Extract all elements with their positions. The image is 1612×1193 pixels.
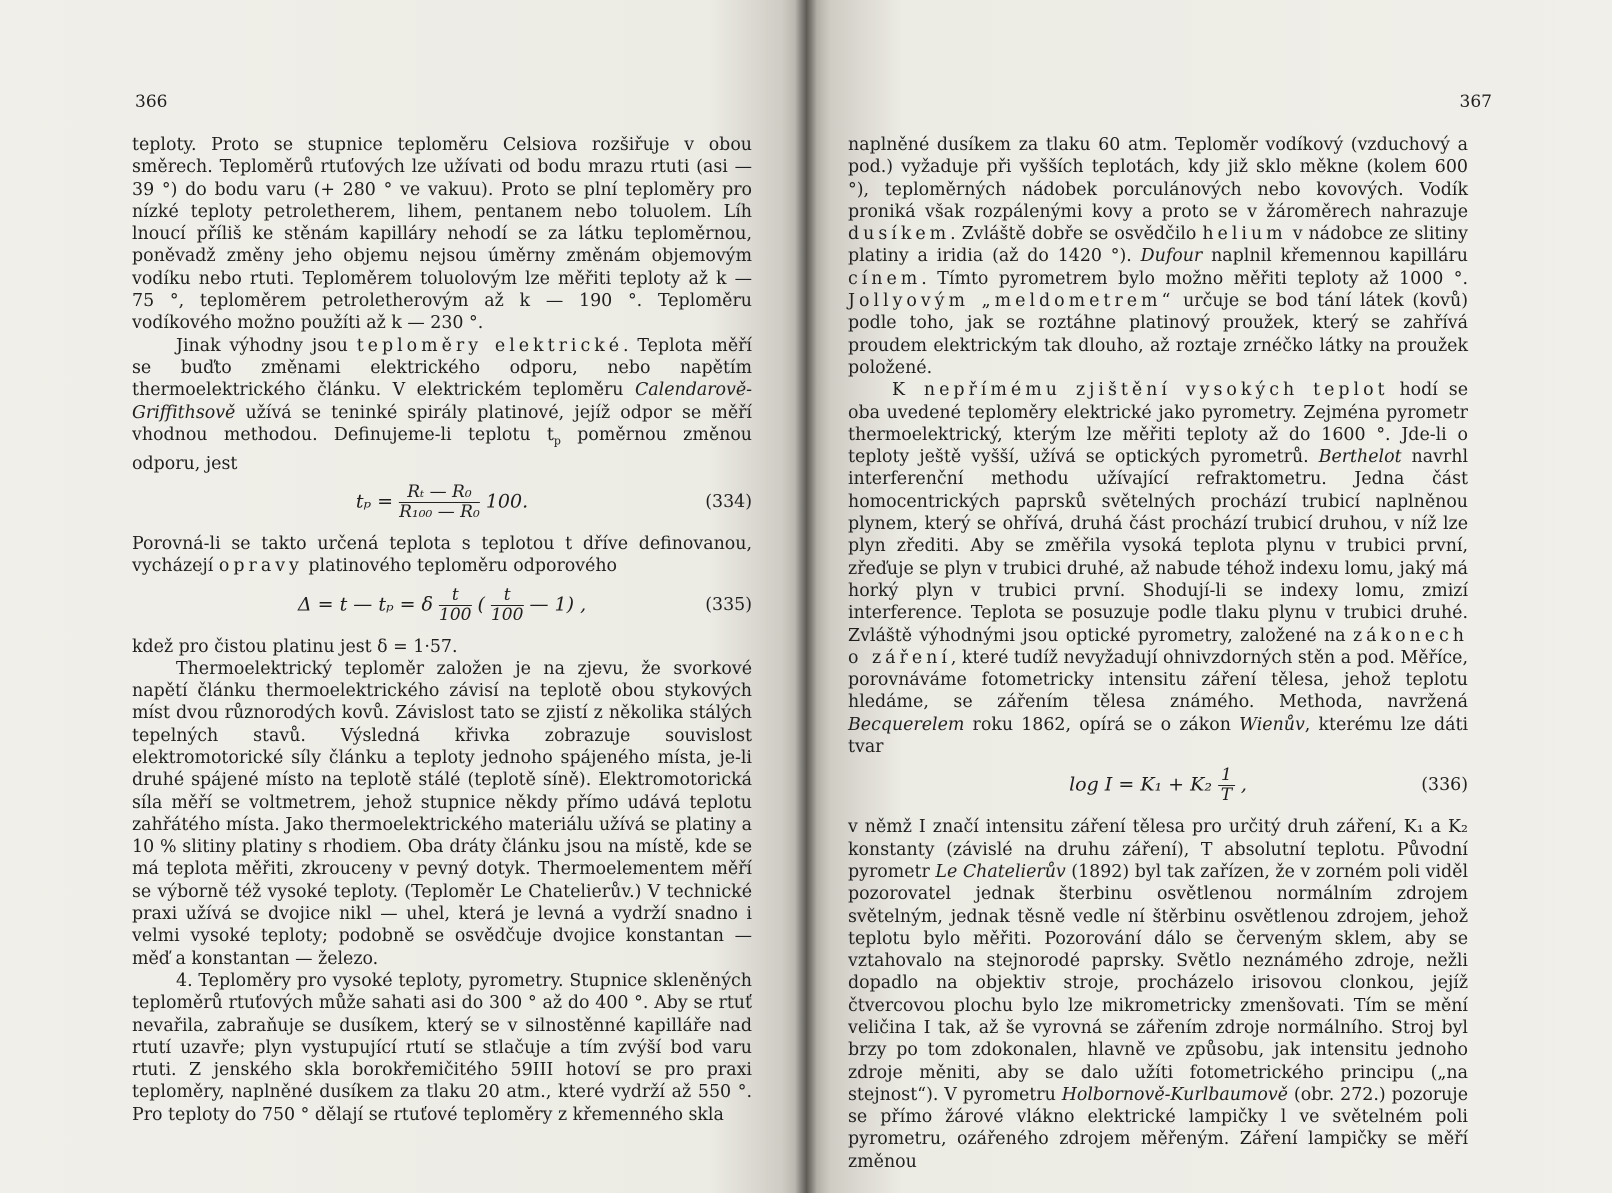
paragraph: v němž I značí intensitu záření tělesa pro určitý druh záření, K₁ a K₂ konstanty (závislé na druhu záření), T absolutní teplotu. Původní pyrometr Le Chatelierův (1892) byl tak zařízen, že v zorném poli viděl pozorovatel jednak šterbinu osvětlenou normálním zdrojem světelným, jednak těsně vedle ní štěrbinu osvětlenou zdrojem, jehož teplotu bylo měřiti. Pozorování dálo se červeným sklem, aby se vztahovalo na stejnorodé paprsky. Světlo neznámého zdroje, nežli dopadlo na objektiv stroje, procházelo irisovou clonkou, jejíž čtvercovou plochu bylo lze mikrometricky zmenšovati. Tím se mění veličina I tak, až še vyrovná se zářením zdroje normálního. Stroj byl brzy po tom zdokonalen, hlavně ve způsobu, jak intensitu jednoho zdroje měniti, aby se dalo užíti fotometrického principu („na stejnost“). V pyrometru Holbornově-Kurlbaumově (obr. 272.) pozoruje se přímo žárové vlákno elektrické lampičky l ve světelném poli pyrometru, ozářeného zdrojem měřeným. Záření lampičky se měří změnou: [848, 817, 1469, 1172]
equation-334: tₚ = $\frac{\text{Rₜ — R₀}}{\text{R₁₀₀ — R₀}}$ 100. (334): [355, 481, 752, 522]
paragraph: K nepřímému zjištění vysokých teplot hodí se oba uvedené teploměry elektrické jako pyrometry. Zejména pyrometr thermoelektrický, kterým lze měřiti teploty až do 1600 °. Jde-li o teploty ještě vyšší, užívá se optických pyrometrů. Berthelot navrhl interferenční methodu užívající refraktometru. Jedna část homocentrických paprsků světelných prochází trubicí naplněnou plynem, který se ohřívá, druhá část prochází trubicí druhou, v níž lze plyn zřediti. Aby se změřila vysoká teplota plynu v trubici první, zřeďuje se plyn v trubici druhé, až nabude téhož indexu lomu, jaký má horký plyn v trubici první. Shodují-li se indexy lomu, zmizí interference. Teplota se posuzuje podle tlaku plynu v trubici druhé. Zvláště výhodnými jsou optické pyrometry, založené na zákonech o záření, které tudíž nevyžadují ohnivzdorných stěn a pod. Měříce, porovnáváme fotometricky intensitu záření tělesa, jehož teplotu hledáme, se zářením tělesa známého. Methoda, navržená Becquerelem roku 1862, opírá se o zákon Wienův, kterému lze dáti tvar: [848, 380, 1469, 758]
paragraph: Porovná-li se takto určená teplota s teplotou t dříve definovanou, vycházejí opravy platinového teploměru odporového: [132, 533, 752, 577]
right-page: [806, 0, 1612, 1193]
equation-number: (335): [705, 594, 752, 615]
left-page-text: [132, 134, 752, 1126]
paragraph: Thermoelektrický teploměr založen je na zjevu, že svorkové napětí článku thermoelektrického závisí na teplotě obou stykových míst dvou různorodých kovů. Závislost tato se zjistí z několika stálých tepelných stavů. Výsledná křivka zobrazuje souvislost elektromotorické síly článku a teploty jednoho spájeného místa, je-li druhé spájené místo na teplotě stálé (teplotě síně). Elektromotorická síla měří se voltmetrem, jehož stupnice někdy přímo udává teplotu zahřátého místa. Jako thermoelektrického materiálu užívá se platiny a 10 % slitiny platiny s rhodiem. Oba dráty článku jsou na místě, kde se má teplota měřiti, zkrouceny v pevný dotyk. Thermoelementem měří se výborně též vysoké teploty. (Teploměr Le Chatelierův.) V technické praxi užívá se dvojice nikl — uhel, která je levná a vydrží snadno i velmi vysoké teploty; podobně se osvědčuje dvojice konstantan — měď a konstantan — železo.: [132, 658, 752, 969]
equation-335: Δ = t — tₚ = δ $\frac{t}{100}$ ( $\frac{t}{100}$ — 1) , (335): [297, 584, 752, 625]
equation-number: (334): [705, 491, 752, 512]
paragraph: naplněné dusíkem za tlaku 60 atm. Teploměr vodíkový (vzduchový a pod.) vyžaduje při vyšších teplotách, kdy již sklo měkne (kolem 600 °), teploměrných nádobek porculánových nebo kovových. Vodík proniká však rozpálenými kovy a proto se v žároměrech nahrazuje dusíkem. Zvláště dobře se osvědčilo helium v nádobce ze slitiny platiny a iridia (až do 1420 °). Dufour naplnil křemennou kapilláru cínem. Tímto pyrometrem bylo možno měřiti teploty až 1000 °. Jollyovým „meldometrem“ určuje se bod tání látek (kovů) podle toho, jak se roztáhne platinový proužek, který se zahřívá proudem elektrickým tak dlouho, až roztaje zrnéčko látky na proužek položené.: [848, 135, 1468, 378]
equation-number: (336): [1421, 775, 1468, 796]
paragraph: teploty. Proto se stupnice teploměru Celsiova rozšiřuje v obou směrech. Teploměrů rtuťových lze užívati od bodu mrazu rtuti (asi — 39 °) do bodu varu (+ 280 ° ve vakuu). Proto se plní teploměry pro nízké teploty petroletherem, lihem, pentanem nebo toluolem. Líh lnoucí příliš ke stěnám kapilláry nehodí se za látku teploměrnou, poněvadž změny jeho objemu nejsou úměrny změnám objemovým vodíku nebo rtuti. Teploměrem toluolovým lze měřiti teploty až k — 75 °, teploměrem petroletherovým až k — 190 °. Teploměru vodíkového možno použíti až k — 230 °.: [132, 135, 752, 334]
right-page-text: [848, 134, 1468, 1173]
equation-336: log I = K₁ + K₂ $\frac{1}{T}$ , (336): [1069, 765, 1468, 806]
paragraph: kdež pro čistou platinu jest δ = 1·57.: [132, 636, 458, 657]
page-number-left: 366: [135, 92, 168, 112]
paragraph: Jinak výhodny jsou teploměry elektrické. Teplota měří se buďto změnami elektrického odporu, nebo napětím thermoelektrického článku. V elektrickém teploměru Calendarově-Griffithsově užívá se teninké spirály platinové, jejíž odpor se měří vhodnou methodou. Definujeme-li teplotu $t_p$ poměrnou změnou odporu, jest: [132, 335, 752, 474]
page-number-right: 367: [1459, 92, 1492, 112]
book-gutter: [795, 0, 817, 1193]
paragraph: 4. Teploměry pro vysoké teploty, pyrometry. Stupnice skleněných teploměrů rtuťových může sahati asi do 300 ° až do 400 °. Aby se rtuť nevařila, zabraňuje se dusíkem, který se v silnostěnné kapilláře nad rtutí uzavře; plyn vystupující rtutí se stlačuje a tím zvýší bod varu rtuti. Z jenského skla borokřemičitého 59III hotoví se pro praxi teploměry, naplněné dusíkem za tlaku 20 atm., které vydrží až 550 °. Pro teploty do 750 ° dělají se rtuťové teploměry z křemenného skla: [132, 970, 752, 1125]
